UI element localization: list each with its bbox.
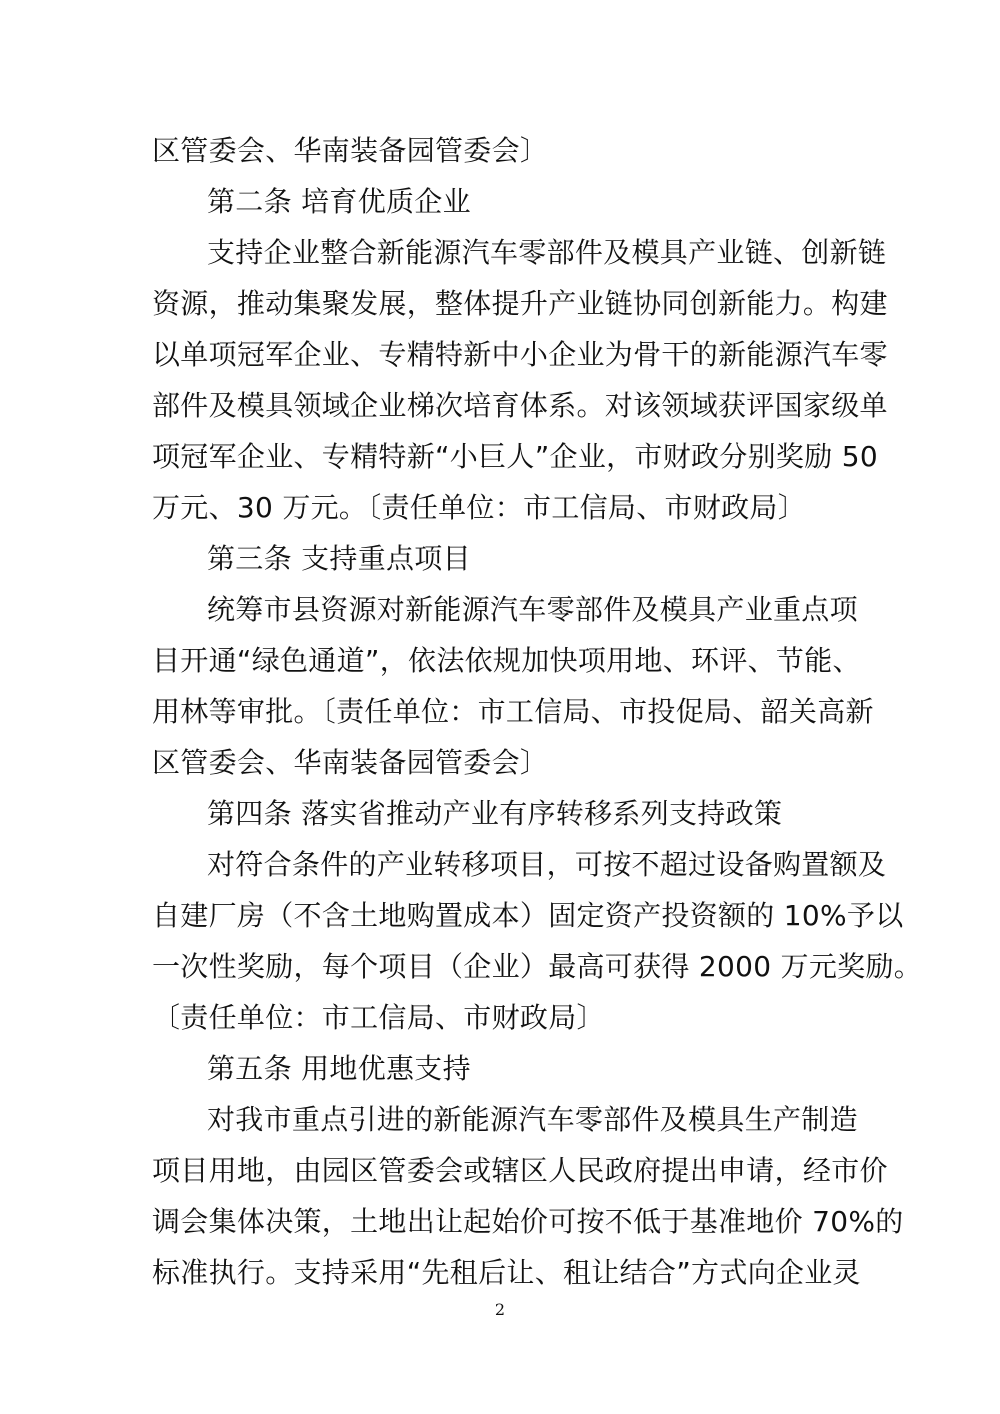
text-line: 标准执行。支持采用“先租后让、租让结合”方式向企业灵 [152, 1256, 861, 1289]
text-line: 以单项冠军企业、专精特新中小企业为骨干的新能源汽车零 [152, 338, 888, 371]
text-line: 对我市重点引进的新能源汽车零部件及模具生产制造 [207, 1103, 858, 1136]
article-heading: 第五条 用地优惠支持 [207, 1052, 471, 1085]
text-line: 支持企业整合新能源汽车零部件及模具产业链、创新链 [207, 236, 887, 269]
article-heading: 第三条 支持重点项目 [207, 542, 471, 575]
text-line: 项冠军企业、专精特新“小巨人”企业，市财政分别奖励 50 [152, 440, 878, 473]
article-heading: 第四条 落实省推动产业有序转移系列支持政策 [207, 797, 783, 830]
page-number: 2 [494, 1300, 506, 1319]
text-line: 目开通“绿色通道”，依法依规加快项用地、环评、节能、 [152, 644, 861, 677]
text-line: 对符合条件的产业转移项目，可按不超过设备购置额及 [207, 848, 887, 881]
text-line: 调会集体决策，土地出让起始价可按不低于基准地价 70%的 [152, 1205, 904, 1238]
text-line: 统筹市县资源对新能源汽车零部件及模具产业重点项 [207, 593, 858, 626]
text-line: 一次性奖励，每个项目（企业）最高可获得 2000 万元奖励。 [152, 950, 923, 983]
text-line: 自建厂房（不含土地购置成本）固定资产投资额的 10%予以 [152, 899, 904, 932]
text-line: 〔责任单位：市工信局、市财政局〕 [152, 1001, 605, 1034]
text-line: 用林等审批。〔责任单位：市工信局、市投促局、韶关高新 [152, 695, 874, 728]
text-line: 项目用地，由园区管委会或辖区人民政府提出申请，经市价 [152, 1154, 888, 1187]
text-line: 区管委会、华南装备园管委会〕 [152, 746, 549, 779]
text-line: 资源，推动集聚发展，整体提升产业链协同创新能力。构建 [152, 287, 888, 320]
article-heading: 第二条 培育优质企业 [207, 185, 471, 218]
text-line: 万元、30 万元。〔责任单位：市工信局、市财政局〕 [152, 491, 807, 524]
text-line: 部件及模具领域企业梯次培育体系。对该领域获评国家级单 [152, 389, 888, 422]
text-line: 区管委会、华南装备园管委会〕 [152, 134, 549, 167]
